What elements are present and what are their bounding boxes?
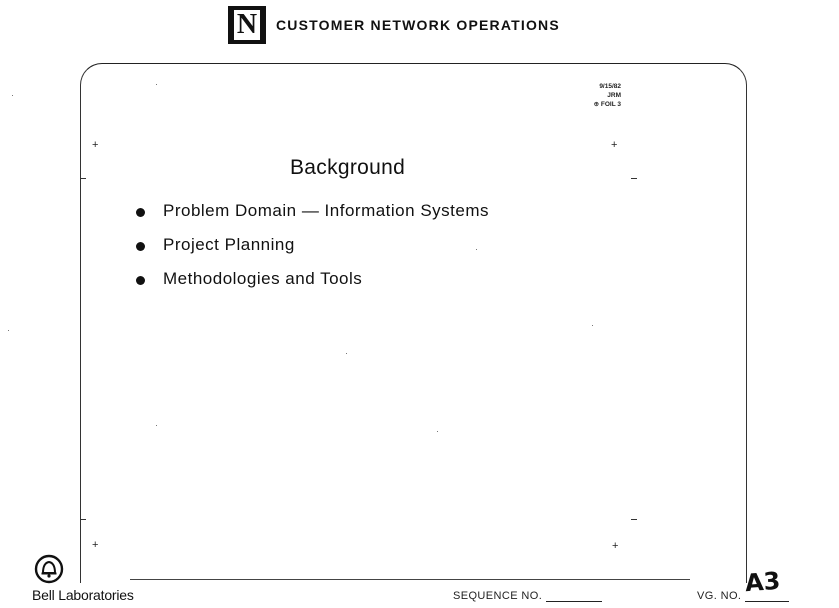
bullet-icon — [136, 208, 145, 217]
bullet-item — [136, 228, 489, 262]
foil-number: FOIL 3 — [600, 101, 621, 108]
registration-mark-icon: + — [92, 139, 99, 151]
bullet-text: Problem Domain — Information Systems — [163, 201, 489, 220]
scan-speck — [346, 353, 347, 354]
org-name: CUSTOMER NETWORK OPERATIONS — [276, 17, 560, 33]
sequence-blank — [546, 592, 602, 602]
bullet-icon — [136, 242, 145, 251]
bullet-item — [136, 194, 489, 228]
bullet-list — [136, 194, 489, 296]
company-name: Bell Laboratories — [32, 587, 134, 603]
slide-metadata — [594, 82, 621, 109]
slide-frame-bottom-line — [130, 579, 690, 580]
slide-frame — [80, 63, 747, 583]
scan-speck — [437, 431, 438, 432]
sequence-number-field — [453, 590, 602, 602]
scan-speck — [156, 425, 157, 426]
slide-initials: JRM — [607, 92, 621, 99]
bullet-text: Project Planning — [163, 235, 295, 254]
copyright-icon: ⊕ — [593, 101, 601, 108]
tick-mark — [631, 519, 637, 520]
tick-mark — [80, 178, 86, 179]
tick-mark — [631, 178, 637, 179]
scan-speck — [592, 325, 593, 326]
registration-mark-icon: + — [92, 539, 99, 551]
tick-mark — [80, 519, 86, 520]
scan-speck — [12, 95, 13, 96]
registration-mark-icon: + — [612, 540, 619, 552]
n-logo-icon — [228, 6, 266, 44]
scan-speck — [8, 330, 9, 331]
page-header — [228, 6, 560, 44]
slide-foil — [594, 100, 621, 109]
slide-date: 9/15/82 — [599, 83, 621, 90]
bullet-item — [136, 262, 489, 296]
logo-letter: N — [234, 10, 260, 40]
bullet-text: Methodologies and Tools — [163, 269, 363, 288]
registration-mark-icon: + — [611, 139, 618, 151]
vg-handwritten-value: A3 — [744, 566, 782, 598]
bell-logo-icon — [34, 554, 64, 584]
sequence-label: SEQUENCE NO. — [453, 590, 543, 602]
bullet-icon — [136, 276, 145, 285]
slide-title: Background — [290, 156, 406, 179]
vg-label: VG. NO. — [697, 590, 742, 602]
scan-speck — [156, 84, 157, 85]
